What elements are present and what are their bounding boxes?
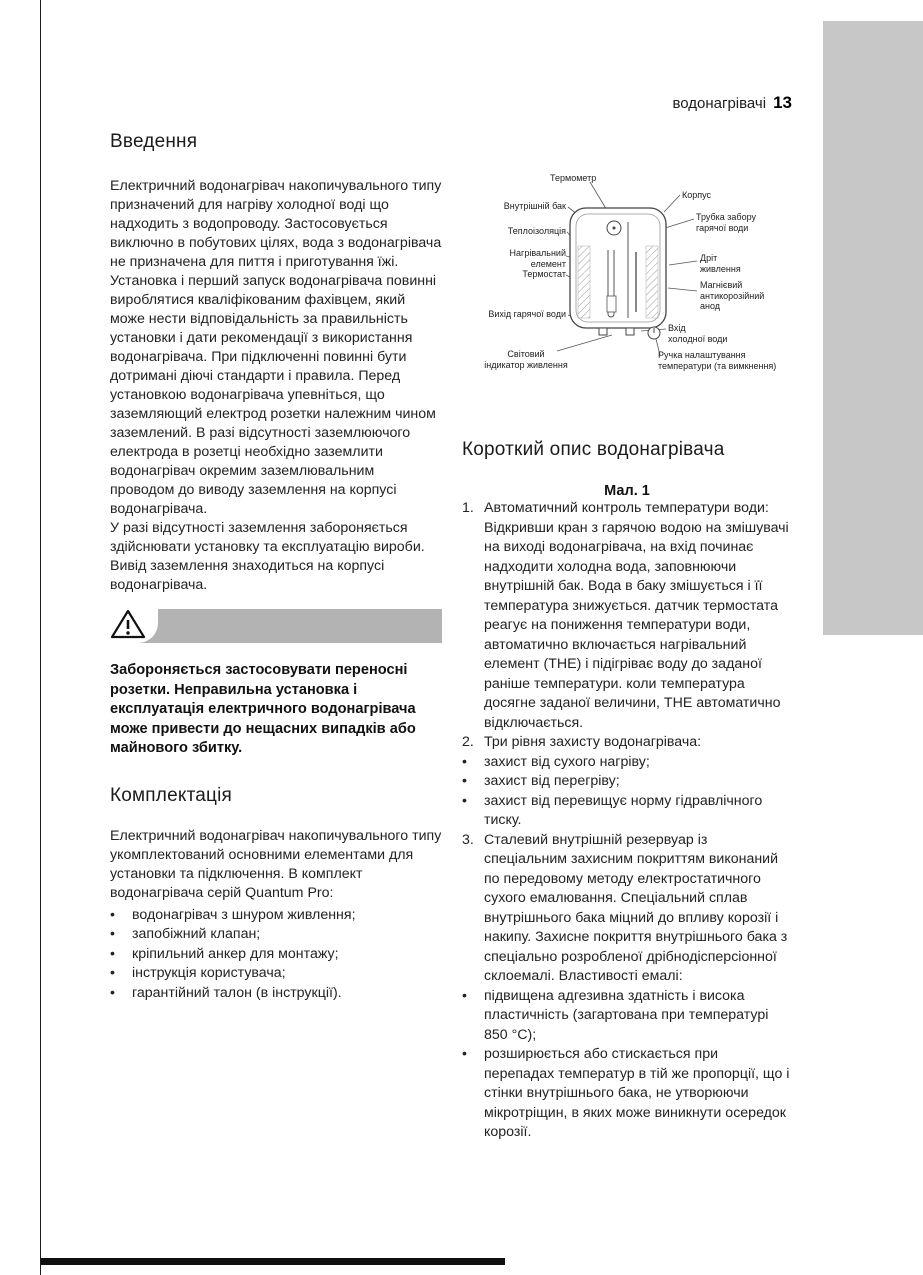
package-list-item — [110, 945, 442, 965]
description-list-item — [462, 772, 792, 792]
description-item-text: захист від перевищує норму гідравлічного тиску. — [484, 792, 763, 828]
diagram-label: Теплоізоляція — [507, 226, 566, 236]
diagram-label: Внутрішній бак — [503, 201, 566, 211]
bullet-marker: • — [110, 945, 115, 962]
diagram-label: Світовий індикатор живлення — [484, 349, 568, 370]
water-heater-diagram — [462, 168, 792, 383]
package-list-item — [110, 925, 442, 945]
bullet-marker: • — [110, 965, 115, 981]
description-list-item — [462, 987, 792, 1046]
left-border-line — [40, 0, 41, 1275]
package-list-item — [110, 984, 442, 1004]
section-title-description: Короткий опис водонагрівача — [462, 439, 725, 460]
diagram-label: Вихід гарячої води — [488, 309, 566, 319]
package-item-text: гарантійний талон (в інструкції). — [132, 984, 342, 1001]
description-list-item — [462, 1045, 792, 1143]
description-item-text: Сталевий внутрішній резервуар із спеціальним захисним покриттям виконаний по передовому методу електростатичного сухого емалювання. Спеціальний сплав внутрішнього бака міцний до впливу корозії і накипу. Захисне покриття внутрішнього бака з спеціально розробленої дрібнодісперсіонної склоемалі. Властивості емалі: — [484, 831, 788, 984]
list-marker: 1. — [462, 500, 474, 516]
diagram-label: Дріт живлення — [700, 253, 741, 274]
description-item-text: захист від перегріву; — [484, 773, 620, 789]
list-marker: • — [462, 987, 467, 1004]
description-item-text: підвищена адгезивна здатність і висока пластичність (загартована при температурі 850 °С); — [484, 987, 769, 1043]
package-list-item — [110, 906, 442, 926]
list-marker: • — [462, 792, 467, 809]
page-header — [462, 93, 792, 113]
description-list-item — [462, 753, 792, 773]
diagram-label: Магнієвий антикорозійний анод — [700, 280, 765, 311]
diagram-label: Вхід холодної води — [668, 323, 728, 344]
package-item-text: інструкція користувача; — [132, 965, 286, 981]
package-item-text: водонагрівач з шнуром живлення; — [132, 906, 356, 923]
diagram-label: Термометр — [550, 173, 597, 183]
description-list-item — [462, 792, 792, 831]
list-marker: • — [462, 773, 467, 789]
description-item-text: Три рівня захисту водонагрівача: — [484, 734, 702, 750]
left-column — [110, 131, 442, 1003]
warning-text: Забороняється застосовувати переносні розетки. Неправильна установка і експлуатація електричного водонагрівача може привести до нещасних випадків або майнового збитку. — [110, 662, 416, 756]
list-marker: • — [462, 1046, 467, 1062]
bullet-marker: • — [110, 926, 115, 942]
package-list — [110, 906, 442, 1004]
list-marker: 3. — [462, 831, 474, 848]
page-number: 13 — [773, 93, 792, 112]
description-item-text: Автоматичний контроль температури води: Відкривши кран з гарячою водою на змішувачі на виході водонагрівача, на вхід починає надходити холодна вода, заповнюючи внутрішній бак. Вода в баку змішується і її температура знижується. датчик термостата реагує на пониження температури води, автоматично включається нагрівальний елемент (ТНЕ) і підігріває воду до заданої раніше температури. коли температура досягне заданої величини, ТНЕ автоматично відключається. — [484, 500, 789, 731]
description-item-text: розширюється або стискається при перепадах температур в тій же пропорції, що і стінки внутрішнього бака, не утворюючи мікротріщин, в яких може виникнути осередок корозії. — [484, 1046, 790, 1140]
list-marker: 2. — [462, 734, 474, 750]
diagram-label: Ручка налаштування температури (та вимкнення) — [658, 350, 777, 371]
warning-banner — [110, 609, 442, 643]
header-title: водонагрівачі — [672, 95, 767, 112]
description-list-item — [462, 733, 792, 753]
description-list-item — [462, 499, 792, 733]
section-title-introduction: Введення — [110, 131, 198, 152]
diagram-label: Термостат — [522, 269, 566, 279]
warning-icon-box — [110, 609, 158, 643]
package-item-text: кріпильний анкер для монтажу; — [132, 945, 339, 962]
figure-caption: Мал. 1 — [604, 483, 650, 499]
package-item-text: запобіжний клапан; — [132, 926, 261, 942]
description-item-text: захист від сухого нагріву; — [484, 753, 650, 770]
package-list-item — [110, 964, 442, 984]
bullet-marker: • — [110, 906, 115, 923]
diagram-label: Нагрівальний елемент — [509, 248, 566, 269]
list-marker: • — [462, 753, 467, 770]
right-gray-band — [823, 21, 923, 635]
description-list-item — [462, 831, 792, 987]
footer-bar — [41, 1258, 505, 1265]
intro-paragraph-2: У разі відсутності заземлення забороняється здійснювати установку та експлуатацію вироби. Вивід заземлення знаходиться на корпусі водонагрівача. — [110, 520, 425, 593]
intro-paragraph-1: Електричний водонагрівач накопичувального типу призначений для нагріву холодної воді що надходить з водопроводу. Застосовується виключно в побутових цілях, вода з водонагрівача не призначена для пиття і приготування їжі. Установка і перший запуск водонагрівача повинні вироблятися кваліфікованим фахівцем, який може нести відповідальність за правильність установки і дати рекомендації з використання водонагрівача. При підключенні повинні бути дотримані діючі стандарти і правила. Перед установкою водонагрівача упевніться, що заземляющий електрод розетки належним чином заземлений. В разі відсутності заземлюючого електрода в розетці необхідно заземлити водонагрівач окремим заземлювальним проводом до виводу заземлення на корпусі водонагрівача. — [110, 178, 442, 517]
diagram-label: Трубка забору гарячої води — [696, 212, 756, 233]
description-list — [462, 499, 792, 1143]
package-paragraph: Електричний водонагрівач накопичувального типу укомплектований основними елементами для установки та підключення. В комплект водонагрівача серій Quantum Pro: — [110, 827, 442, 901]
section-title-package: Комплектація — [110, 784, 233, 806]
bullet-marker: • — [110, 984, 115, 1001]
diagram-label: Корпус — [682, 190, 712, 200]
right-column — [462, 168, 792, 1143]
warning-triangle-icon — [110, 608, 146, 645]
